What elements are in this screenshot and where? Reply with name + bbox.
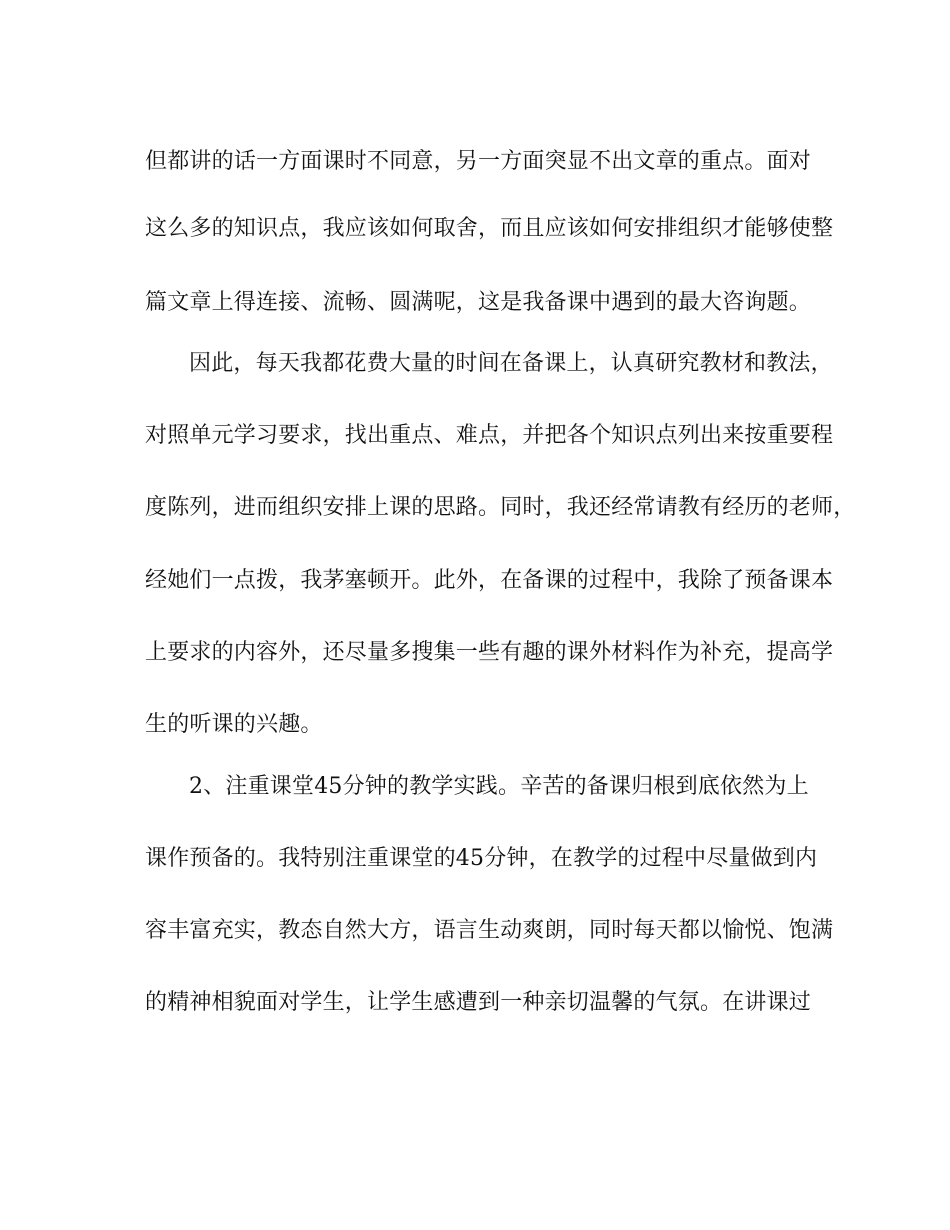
text-line: 篇文章上得连接、流畅、圆满呢，这是我备课中遇到的最大咨询题。	[145, 290, 812, 315]
text-line: 但都讲的话一方面课时不同意，另一方面突显不出文章的重点。面对	[145, 149, 812, 174]
text-line: 这么多的知识点，我应该如何取舍，而且应该如何安排组织才能够使整	[145, 216, 834, 241]
text-line: 课作预备的。我特别注重课堂的45分钟，在教学的过程中尽量做到内	[145, 846, 818, 871]
text-line: 的精神相貌面对学生，让学生感遭到一种亲切温馨的气氛。在讲课过	[145, 990, 812, 1015]
text-line: 容丰富充实，教态自然大方，语言生动爽朗，同时每天都以愉悦、饱满	[145, 918, 834, 943]
text-line: 对照单元学习要求，找出重点、难点，并把各个知识点列出来按重要程	[145, 423, 834, 448]
text-line: 度陈列，进而组织安排上课的思路。同时，我还经常请教有经历的老师，	[145, 495, 856, 520]
text-line: 上要求的内容外，还尽量多搜集一些有趣的课外材料作为补充，提高学	[145, 640, 834, 665]
paragraph-first-line: 因此，每天我都花费大量的时间在备课上，认真研究教材和教法，	[189, 351, 833, 376]
text-line: 经她们一点拨，我茅塞顿开。此外，在备课的过程中，我除了预备课本	[145, 568, 834, 593]
numbered-paragraph-line: 2、注重课堂45分钟的教学实践。辛苦的备课归根到底依然为上	[189, 774, 809, 799]
text-line: 生的听课的兴趣。	[145, 712, 323, 737]
